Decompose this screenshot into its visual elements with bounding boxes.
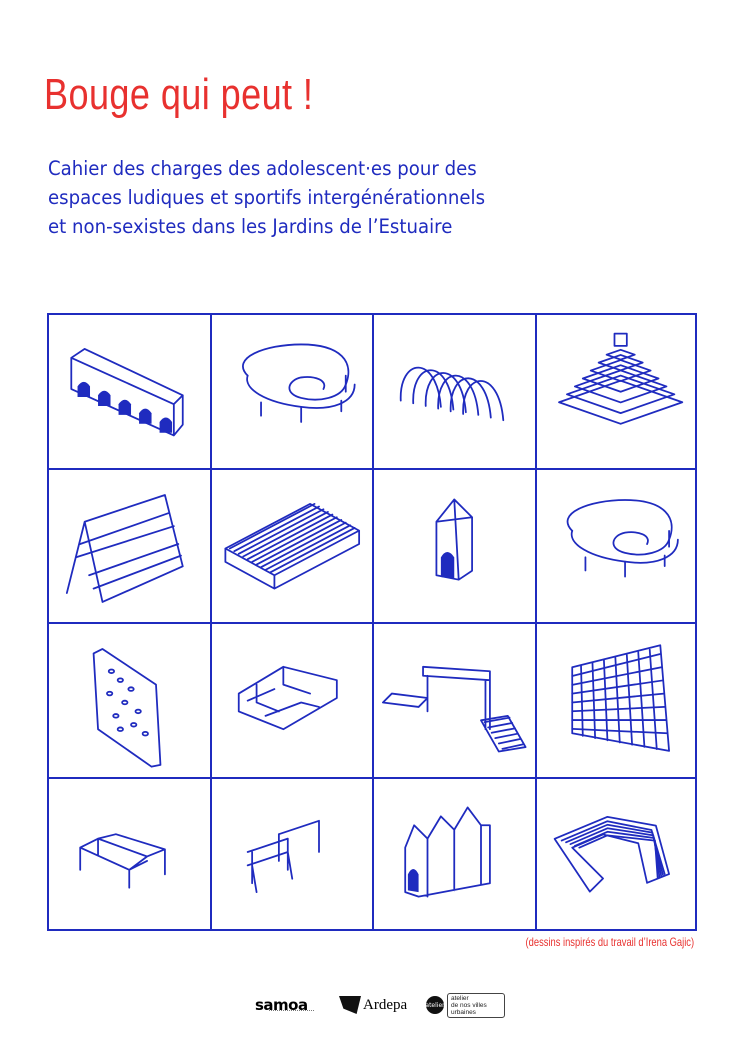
ardepa-logo-text: Ardepa xyxy=(363,996,408,1013)
subtitle-line: et non-sexistes dans les Jardins de l’Estuaire xyxy=(48,215,453,238)
samoa-logo-text: samoa xyxy=(255,996,308,1014)
atelier-logo-box xyxy=(447,993,505,1018)
striped-a-frame-icon xyxy=(49,470,210,623)
caption: (dessins inspirés du travail d’Irena Gajic) xyxy=(525,935,694,949)
grid-cell xyxy=(535,777,698,932)
illustration-grid xyxy=(47,313,697,931)
ardepa-mark-icon xyxy=(339,996,361,1014)
subtitle-line: espaces ludiques et sportifs intergénérationnels xyxy=(48,186,486,209)
arcade-wall-icon xyxy=(49,315,210,468)
ardepa-logo xyxy=(339,988,407,1022)
triple-gable-house-icon xyxy=(374,779,535,930)
grid-cell xyxy=(47,313,210,468)
climbing-wall-icon xyxy=(49,624,210,777)
atelier-logo xyxy=(426,988,505,1022)
subtitle-line: Cahier des charges des adolescent·es pour des xyxy=(48,157,477,180)
ribbed-ramp-icon xyxy=(212,470,373,623)
hoop-tunnel-icon xyxy=(374,315,535,468)
grid-cell xyxy=(372,622,535,777)
grid-cell xyxy=(372,313,535,468)
ring-bench-icon xyxy=(212,315,373,468)
atelier-logo-line: atelier xyxy=(451,994,469,1002)
grid-cell xyxy=(372,777,535,932)
monkey-bars-icon xyxy=(49,779,210,930)
grid-cell xyxy=(535,468,698,623)
grid-cell xyxy=(47,622,210,777)
page-title: Bouge qui peut ! xyxy=(44,70,314,119)
grid-cell xyxy=(210,622,373,777)
partner-logos xyxy=(0,988,746,1028)
atelier-logo-line: urbaines xyxy=(451,1008,476,1016)
bridge-with-stairs-icon xyxy=(374,624,535,777)
grid-cell xyxy=(372,468,535,623)
ring-bench-icon xyxy=(537,470,696,623)
grid-cell xyxy=(535,622,698,777)
tent-hut-icon xyxy=(374,470,535,623)
stepped-pyramid-icon xyxy=(537,315,696,468)
atelier-logo-line: de nos villes xyxy=(451,1001,487,1009)
samoa-logo-underline xyxy=(269,1010,314,1014)
parallel-bars-icon xyxy=(212,779,373,930)
grid-cell xyxy=(535,313,698,468)
grid-cell xyxy=(47,777,210,932)
grid-cell xyxy=(210,313,373,468)
grid-cell xyxy=(47,468,210,623)
curved-amphitheatre-icon xyxy=(537,779,696,930)
grid-cell xyxy=(210,468,373,623)
grid-cell xyxy=(210,777,373,932)
maze-walls-icon xyxy=(212,624,373,777)
subtitle xyxy=(48,154,532,241)
samoa-logo xyxy=(255,988,308,1022)
atelier-circle-icon: atelier xyxy=(426,996,444,1014)
net-fence-icon xyxy=(537,624,696,777)
